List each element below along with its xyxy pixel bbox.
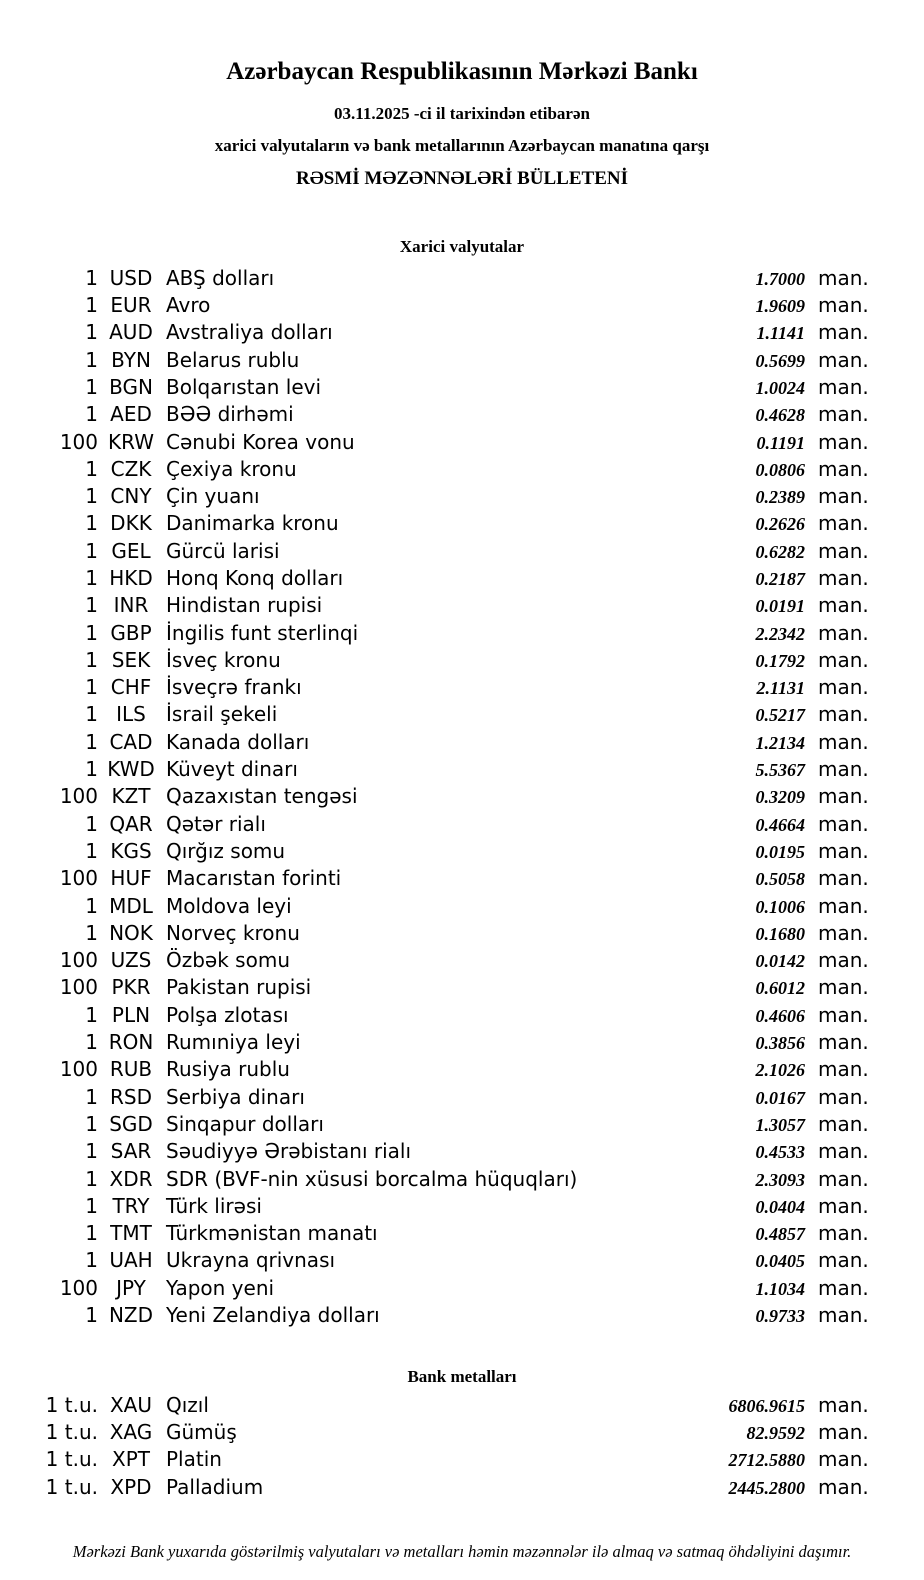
table-row [0,374,869,401]
row-unit: man. [818,866,869,891]
row-unit: man. [818,402,869,427]
row-currency-code: RSD [110,1084,152,1109]
table-row [0,865,869,892]
row-rate: 0.3209 [755,787,805,808]
table-row [0,1111,869,1138]
row-currency-code: USD [109,265,153,290]
row-currency-name: İsveçrə frankı [166,675,302,700]
row-currency-code: KWD [107,757,155,782]
row-currency-name: Gürcü larisi [166,538,280,563]
row-rate: 0.0195 [755,841,805,862]
row-metal-code: XPD [110,1474,152,1499]
row-rate: 0.2626 [755,514,805,535]
row-currency-code: QAR [109,811,153,836]
table-row [0,729,869,756]
row-currency-name: Cənubi Korea vonu [166,429,355,454]
table-row [0,538,869,565]
row-quantity: 1 [85,920,98,945]
row-rate: 2445.2800 [728,1477,805,1498]
row-rate: 82.9592 [746,1422,805,1443]
row-currency-code: SEK [111,647,151,672]
table-row [0,292,869,319]
row-currency-code: TMT [110,1221,152,1246]
row-rate: 0.2389 [755,487,805,508]
table-row [0,456,869,483]
row-currency-name: Yeni Zelandiya dolları [166,1303,380,1327]
row-rate: 0.0167 [755,1087,805,1108]
date-line: 03.11.2025 -ci il tarixindən etibarən [334,103,590,123]
row-currency-code: KZT [111,784,151,809]
row-unit: man. [818,675,869,700]
row-currency-name: Avro [166,293,211,318]
row-currency-code: UAH [109,1248,153,1273]
row-unit: man. [818,1193,869,1218]
row-quantity: 1 t.u. [45,1419,98,1444]
row-currency-name: Sinqapur dolları [166,1111,324,1136]
row-rate: 0.0405 [755,1251,805,1272]
row-rate: 0.0191 [755,596,805,617]
row-unit: man. [818,702,869,727]
table-row [0,1392,869,1419]
row-unit: man. [818,1221,869,1246]
row-currency-name: Rusiya rublu [166,1057,290,1082]
row-currency-name: Belarus rublu [166,347,300,372]
row-currency-code: DKK [110,511,152,536]
table-row [0,592,869,619]
table-row [0,920,869,947]
row-rate: 1.3057 [755,1114,805,1135]
subject-line: xarici valyutaların və bank metallarının Azərbaycan manatına qarşı [214,136,710,156]
row-rate: 0.1006 [755,896,805,917]
row-unit: man. [818,647,869,672]
row-unit: man. [818,920,869,945]
table-row [0,893,869,920]
row-rate: 0.6012 [755,978,805,999]
row-quantity: 1 [85,620,98,645]
row-currency-code: BGN [109,374,153,399]
row-quantity: 1 [85,702,98,727]
row-unit: man. [818,757,869,782]
row-rate: 1.1034 [755,1278,805,1299]
row-unit: man. [818,1084,869,1109]
row-quantity: 1 [85,565,98,590]
row-rate: 2.1131 [756,678,805,699]
row-currency-code: EUR [110,293,152,318]
row-unit: man. [818,538,869,563]
row-unit: man. [818,1111,869,1136]
row-rate: 0.1792 [755,650,805,671]
row-currency-name: Türkmənistan manatı [166,1221,378,1246]
row-quantity: 1 [85,757,98,782]
row-unit: man. [818,948,869,973]
row-metal-code: XAG [109,1419,153,1444]
row-quantity: 1 [85,1084,98,1109]
row-currency-name: Norveç kronu [166,920,300,945]
row-rate: 0.3856 [755,1033,805,1054]
row-currency-code: GEL [111,538,151,563]
row-quantity: 1 [85,675,98,700]
table-row [0,1474,869,1501]
row-unit: man. [818,784,869,809]
row-metal-code: XPT [112,1447,150,1472]
row-unit: man. [818,838,869,863]
row-rate: 5.5367 [755,760,805,781]
row-unit: man. [818,593,869,618]
row-currency-name: Kanada dolları [166,729,310,754]
row-unit: man. [818,1447,869,1472]
row-currency-name: Özbək somu [166,948,290,973]
row-unit: man. [818,1392,869,1417]
row-metal-name: Platin [166,1447,222,1472]
row-quantity: 1 [85,265,98,290]
row-quantity: 1 [85,1030,98,1055]
row-currency-code: GBP [110,620,152,645]
row-rate: 6806.9615 [728,1395,805,1416]
row-currency-code: KGS [110,838,152,863]
table-row [0,811,869,838]
section-title-metals: Bank metalları [407,1367,517,1387]
row-quantity: 1 [85,1139,98,1164]
row-rate: 1.7000 [755,268,805,289]
table-row [0,1446,869,1473]
row-quantity: 1 [85,402,98,427]
table-row [0,1029,869,1056]
table-row [0,319,869,346]
row-quantity: 1 [85,293,98,318]
table-row [0,1302,869,1329]
row-rate: 1.9609 [755,296,805,317]
row-unit: man. [818,975,869,1000]
table-row [0,1220,869,1247]
row-currency-code: CHF [110,675,152,700]
row-currency-name: Macarıstan forinti [166,866,342,891]
row-quantity: 1 [85,538,98,563]
table-row [0,401,869,428]
row-quantity: 1 [85,893,98,918]
row-quantity: 100 [59,1275,98,1300]
row-currency-code: HKD [109,565,153,590]
row-rate: 1.2134 [755,732,805,753]
row-unit: man. [818,811,869,836]
table-row [0,1056,869,1083]
row-rate: 0.1680 [755,923,805,944]
row-currency-code: INR [113,593,149,618]
row-rate: 0.1191 [756,432,805,453]
row-currency-code: UZS [110,948,152,973]
row-currency-name: Pakistan rupisi [166,975,312,1000]
row-currency-name: Qazaxıstan tengəsi [166,784,358,809]
row-quantity: 1 [85,811,98,836]
row-currency-name: SDR (BVF-nin xüsusi borcalma hüquqları) [166,1166,578,1191]
table-row [0,647,869,674]
table-row [0,974,869,1001]
row-quantity: 1 [85,838,98,863]
row-currency-code: SAR [110,1139,152,1164]
table-row [0,1275,869,1302]
row-quantity: 1 [85,1221,98,1246]
row-currency-name: Polşa zlotası [166,1002,289,1027]
table-row [0,947,869,974]
row-currency-name: Rumıniya leyi [166,1030,301,1055]
row-quantity: 1 [85,347,98,372]
row-currency-name: Küveyt dinarı [166,757,298,782]
row-quantity: 1 t.u. [45,1447,98,1472]
row-quantity: 1 [85,320,98,345]
row-rate: 2.2342 [755,623,805,644]
row-currency-name: Qətər rialı [166,811,266,836]
row-unit: man. [818,1419,869,1444]
row-quantity: 100 [59,975,98,1000]
row-quantity: 1 [85,484,98,509]
row-metal-code: XAU [109,1392,153,1417]
table-row [0,1419,869,1446]
row-metal-name: Qızıl [166,1392,209,1417]
row-currency-name: Çexiya kronu [166,456,297,481]
row-unit: man. [818,1030,869,1055]
row-unit: man. [818,1474,869,1499]
row-rate: 2712.5880 [728,1450,805,1471]
table-row [0,838,869,865]
row-rate: 0.0806 [755,459,805,480]
row-currency-name: Hindistan rupisi [166,593,323,618]
row-currency-name: Çin yuanı [166,484,260,509]
row-quantity: 1 [85,593,98,618]
row-currency-code: MDL [109,893,153,918]
table-row [0,783,869,810]
table-row [0,674,869,701]
row-currency-code: JPY [116,1275,146,1300]
row-currency-code: RON [108,1030,154,1055]
row-currency-name: İsveç kronu [166,647,281,672]
row-unit: man. [818,1275,869,1300]
footer-note: Mərkəzi Bank yuxarıda göstərilmiş valyutaları və metalları həmin məzənnələr ilə almaq və satmaq öhdəliyini daşımır. [72,1542,852,1561]
row-currency-name: Ukrayna qrivnası [166,1248,336,1273]
row-quantity: 1 [85,647,98,672]
row-rate: 0.4628 [755,405,805,426]
table-row [0,1002,869,1029]
row-quantity: 1 [85,729,98,754]
row-rate: 0.9733 [755,1306,805,1326]
row-currency-name: Səudiyyə Ərəbistanı rialı [166,1139,412,1164]
row-rate: 0.4533 [755,1142,805,1163]
row-unit: man. [818,565,869,590]
table-row [0,1247,869,1274]
row-unit: man. [818,511,869,536]
row-currency-name: İngilis funt sterlinqi [166,620,359,645]
row-quantity: 1 [85,1248,98,1273]
row-quantity: 1 [85,1111,98,1136]
row-currency-code: TRY [112,1193,150,1218]
row-currency-name: Qırğız somu [166,838,286,863]
row-quantity: 100 [59,429,98,454]
row-unit: man. [818,1139,869,1164]
row-metal-name: Palladium [166,1474,264,1499]
table-row [0,565,869,592]
row-rate: 2.3093 [755,1169,805,1190]
table-row [0,1166,869,1193]
table-row [0,265,869,292]
row-unit: man. [818,1166,869,1191]
row-unit: man. [818,1303,869,1327]
row-currency-code: CAD [109,729,153,754]
row-quantity: 1 [85,511,98,536]
page-title: Azərbaycan Respublikasının Mərkəzi Bankı [226,58,698,85]
row-rate: 0.4664 [755,814,805,835]
row-rate: 0.4857 [755,1224,805,1245]
row-unit: man. [818,893,869,918]
table-row [0,483,869,510]
row-rate: 0.0142 [755,951,805,972]
row-currency-code: AUD [109,320,153,345]
metals-table [0,1392,869,1501]
row-quantity: 100 [59,1057,98,1082]
row-currency-name: BƏƏ dirhəmi [166,402,294,427]
row-rate: 0.2187 [755,568,805,589]
row-rate: 1.0024 [755,377,805,398]
row-rate: 0.4606 [755,1005,805,1026]
row-unit: man. [818,456,869,481]
row-currency-code: KRW [108,429,154,454]
row-unit: man. [818,1248,869,1273]
row-currency-code: PLN [111,1002,151,1027]
row-quantity: 100 [59,948,98,973]
row-currency-name: Danimarka kronu [166,511,339,536]
row-currency-name: Avstraliya dolları [166,320,333,345]
row-currency-code: PKR [111,975,151,1000]
table-row [0,1084,869,1111]
row-unit: man. [818,1057,869,1082]
row-quantity: 1 [85,1193,98,1218]
row-rate: 1.1141 [756,323,805,344]
row-metal-name: Gümüş [166,1419,237,1444]
row-currency-code: RUB [109,1057,153,1082]
row-currency-code: AED [110,402,152,427]
section-title-currencies: Xarici valyutalar [399,237,525,257]
row-currency-code: CZK [110,456,152,481]
row-currency-code: NOK [109,920,153,945]
table-row [0,347,869,374]
row-quantity: 1 [85,1303,98,1327]
row-unit: man. [818,429,869,454]
row-unit: man. [818,374,869,399]
row-quantity: 1 [85,456,98,481]
row-quantity: 1 t.u. [45,1392,98,1417]
bulletin-title: RƏSMİ MƏZƏNNƏLƏRİ BÜLLETENİ [295,167,628,189]
row-currency-name: ABŞ dolları [166,265,275,290]
row-unit: man. [818,620,869,645]
row-rate: 0.0404 [755,1196,805,1217]
table-row [0,756,869,783]
row-currency-name: İsrail şekeli [166,702,278,727]
row-currency-code: XDR [109,1166,153,1191]
table-row [0,1193,869,1220]
table-row [0,429,869,456]
table-row [0,510,869,537]
row-quantity: 100 [59,784,98,809]
table-row [0,1138,869,1165]
row-currency-name: Moldova leyi [166,893,292,918]
currency-table [0,265,869,1330]
row-unit: man. [818,1002,869,1027]
row-currency-code: NZD [108,1303,154,1327]
row-unit: man. [818,293,869,318]
row-currency-name: Türk lirəsi [166,1193,262,1218]
row-currency-code: ILS [116,702,146,727]
row-rate: 0.5217 [755,705,805,726]
row-currency-code: SGD [109,1111,153,1136]
row-quantity: 1 [85,1002,98,1027]
row-quantity: 1 [85,1166,98,1191]
row-currency-name: Bolqarıstan levi [166,374,322,399]
row-currency-code: HUF [110,866,152,891]
row-currency-name: Yapon yeni [166,1275,275,1300]
row-currency-code: CNY [110,484,152,509]
row-rate: 0.6282 [755,541,805,562]
row-unit: man. [818,484,869,509]
row-quantity: 1 t.u. [45,1474,98,1499]
table-row [0,620,869,647]
table-row [0,701,869,728]
row-unit: man. [818,347,869,372]
row-rate: 0.5058 [755,869,805,890]
row-rate: 0.5699 [755,350,805,371]
row-currency-name: Honq Konq dolları [166,565,344,590]
row-currency-code: BYN [111,347,151,372]
row-unit: man. [818,729,869,754]
row-currency-name: Serbiya dinarı [166,1084,305,1109]
row-unit: man. [818,265,869,290]
row-quantity: 100 [59,866,98,891]
row-quantity: 1 [85,374,98,399]
row-unit: man. [818,320,869,345]
row-rate: 2.1026 [755,1060,805,1081]
